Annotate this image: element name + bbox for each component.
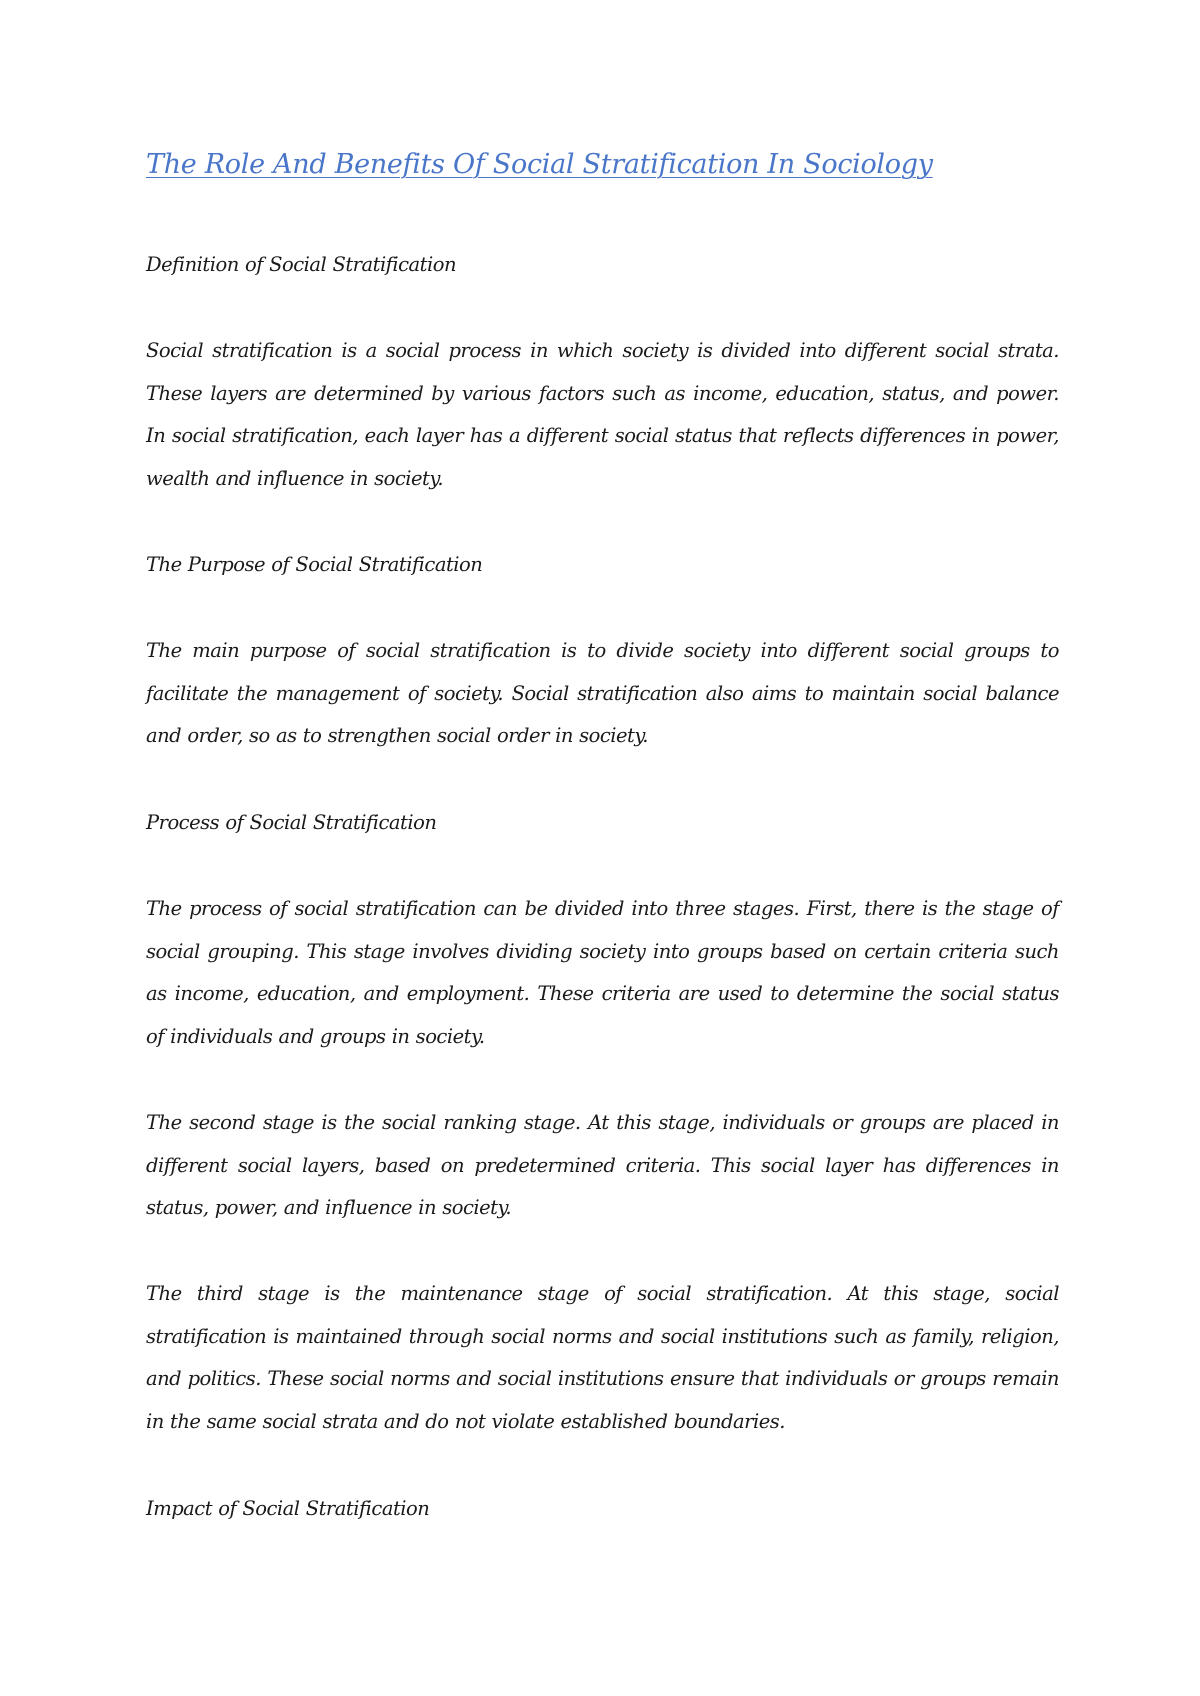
paragraph-definition: Social stratification is a social process in which society is divided into different social strata. These layers are determined by various factors such as income, education, status, and power. In social stratification, each layer has a different social status that reflects differences in power, wealth and influence in society. [146, 339, 1059, 490]
paragraph-process-stage-one: The process of social stratification can be divided into three stages. First, there is the stage of social grouping. This stage involves dividing society into groups based on certain criteria such as income, education, and employment. These criteria are used to determine the social status of individuals and groups in society. [146, 897, 1059, 1048]
paragraph-purpose: The main purpose of social stratification is to divide society into different social groups to facilitate the management of society. Social stratification also aims to maintain social balance and order, so as to strengthen social order in society. [146, 639, 1059, 747]
section-heading-definition: Definition of Social Stratification [146, 253, 457, 276]
section-heading-process: Process of Social Stratification [146, 811, 437, 834]
section-heading-impact: Impact of Social Stratification [146, 1497, 430, 1520]
section-heading-purpose: The Purpose of Social Stratification [146, 553, 483, 576]
paragraph-process-stage-three: The third stage is the maintenance stage of social stratification. At this stage, social stratification is maintained through social norms and social institutions such as family, religion, and politics. These social norms and social institutions ensure that individuals or groups remain in the same social strata and do not violate established boundaries. [146, 1282, 1059, 1433]
paragraph-process-stage-two: The second stage is the social ranking stage. At this stage, individuals or groups are placed in different social layers, based on predetermined criteria. This social layer has differences in status, power, and influence in society. [146, 1111, 1059, 1219]
document-title[interactable]: The Role And Benefits Of Social Stratification In Sociology [146, 149, 933, 180]
